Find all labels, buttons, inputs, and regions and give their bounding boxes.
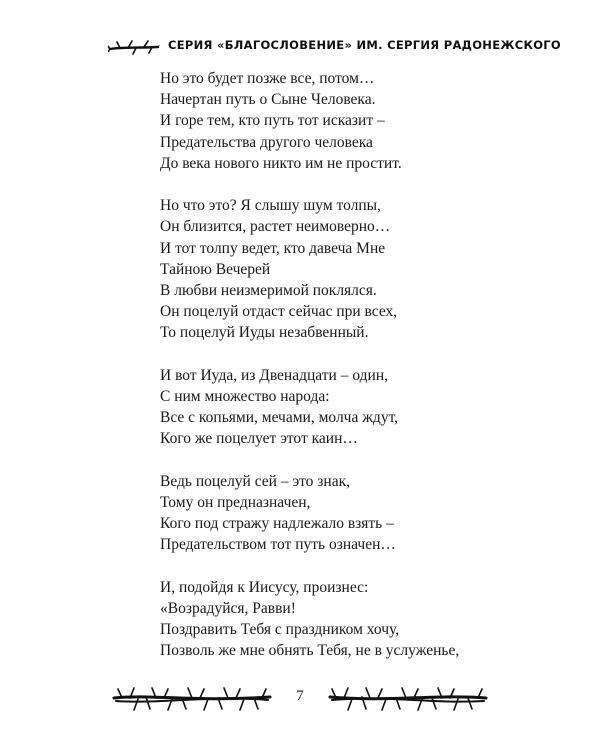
- poem-line: Кого же поцелует этот каин…: [160, 430, 358, 448]
- poem-line: Предательством тот путь означен…: [160, 536, 396, 554]
- poem-line: Он поцелуй отдаст сейчас при всех,: [160, 303, 398, 321]
- poem-line: И горе тем, кто путь тот исказит –: [160, 112, 385, 130]
- poem-line: Он близится, растет неимоверно…: [160, 218, 391, 236]
- crown-of-thorns-icon: [112, 686, 272, 712]
- poem-line: И вот Иуда, из Двенадцати – один,: [160, 366, 388, 384]
- poem-line: До века нового никто им не простит.: [160, 154, 402, 172]
- poem-line: Но это будет позже все, потом…: [160, 70, 375, 87]
- poem-line: Ведь поцелуй сей – это знак,: [160, 472, 351, 490]
- poem-line: Кого под стражу надлежало взять –: [160, 515, 394, 533]
- poem-line: Тому он предназначен,: [160, 494, 311, 512]
- poem-line: И тот толпу ведет, кто давеча Мне: [160, 239, 386, 257]
- stanza: [160, 195, 560, 343]
- stanza: [160, 577, 560, 662]
- poem-body: [160, 68, 560, 683]
- poem-line: «Возрадуйся, Равви!: [160, 600, 296, 618]
- poem-line: В любви неизмеримой поклялся.: [160, 282, 377, 300]
- running-header: [108, 36, 561, 58]
- stanza: [160, 365, 560, 450]
- poem-line: Но что это? Я слышу шум толпы,: [160, 197, 381, 215]
- poem-line: Позволь же мне обнять Тебя, не в услуженье,: [160, 642, 460, 660]
- page-number: 7: [296, 688, 304, 704]
- stanza: [160, 471, 560, 556]
- page-footer: [112, 680, 488, 720]
- poem-line: Начертан путь о Сыне Человека.: [160, 91, 376, 109]
- poem-line: Поздравить Тебя с праздником хочу,: [160, 621, 400, 639]
- poem-line: И, подойдя к Иисусу, произнес:: [160, 578, 369, 596]
- poem-line: С ним множество народа:: [160, 388, 330, 406]
- series-title: СЕРИЯ «БЛАГОСЛОВЕНИЕ» ИМ. СЕРГИЯ РАДОНЕЖСКОГО: [168, 38, 561, 52]
- poem-line: То поцелуй Иуды незабвенный.: [160, 324, 369, 342]
- poem-line: Все с копьями, мечами, молча ждут,: [160, 409, 399, 427]
- poem-line: Предательства другого человека: [160, 133, 373, 151]
- crown-of-thorns-icon: [328, 686, 488, 712]
- thorn-branch-icon: [108, 38, 160, 56]
- poem-line: Тайною Вечерей: [160, 260, 271, 278]
- stanza: [160, 68, 560, 174]
